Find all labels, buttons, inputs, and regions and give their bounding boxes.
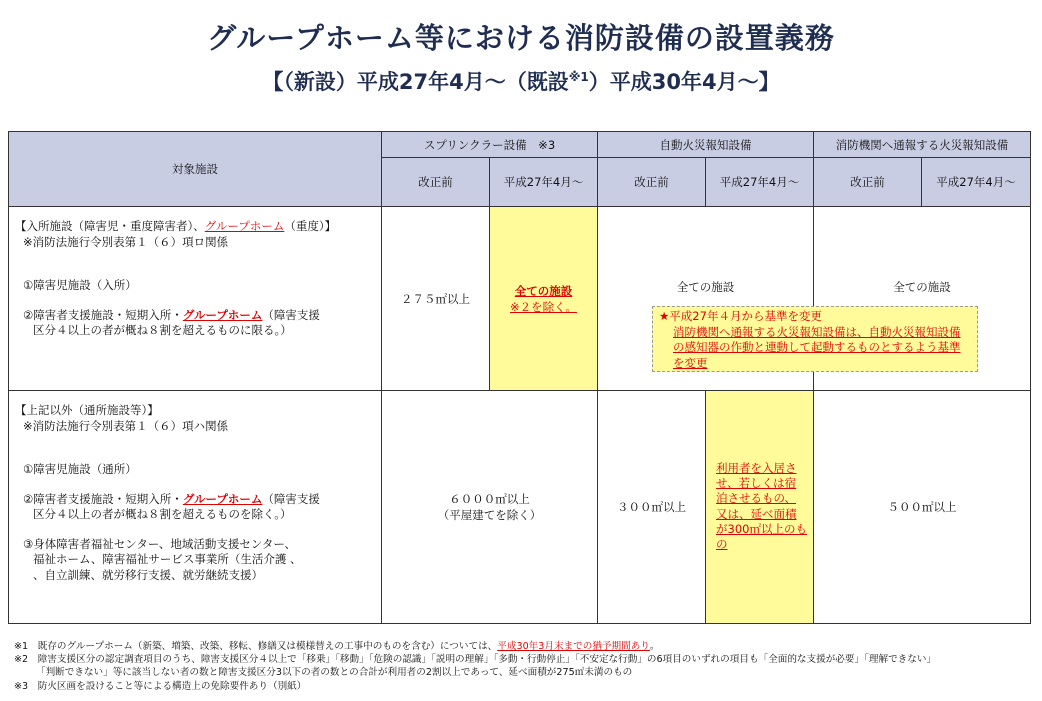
day-item-3-cont-1: 福祉ホーム、障害福祉サービス事業所（生活介護 、 [33,552,302,567]
alarm-before-header: 改正前 [598,158,706,207]
day-sprinkler-area: ６０００㎡以上 [449,492,530,506]
group-home-link: グループホーム [182,491,263,506]
day-alarm-after [706,391,814,624]
sprinkler-header: スプリンクラー設備 ※3 [382,132,598,158]
grace-period-note: 平成30年3月末までの猶予期間あり [497,641,650,652]
residential-facility-cell [9,207,382,391]
footnote-2: ※2 障害支援区分の認定調査項目のうち、障害支援区分４以上で「移乗」「移動」「危険の認識」「説明の理解」「多動・行動停止」「不安定な行動」の6項目のいずれの項目も「全面的な支援が必要」「理解できない」 [14,654,937,666]
footnote-2-cont: 「判断できない」等に該当しない者の数と障害支援区分3以下の者の数との合計が利用者の2割以上であって、延べ面積が275㎡未満のもの [36,667,633,679]
subtitle-note-ref: ※1 [568,70,589,84]
residential-item-1: ①障害児施設（入所） [23,278,137,293]
group-home-link: グループホーム [182,307,263,322]
day-alarm-condition: 利用者を入居させ、若しくは宿泊させるもの、又は、延べ面積が300㎡以上のもの [716,461,807,551]
fire-equipment-table [8,131,1031,624]
notice-heading: ★平成27年４月から基準を変更 [659,309,822,323]
day-item-3-cont-2: 、自立訓練、就労移行支援、就労継続支援） [33,567,263,582]
residential-alarm: 全ての施設 [598,207,814,391]
notice-body: 消防機関へ通報する火災報知設備は、自動火災報知設備の感知器の作動と連動して起動するものとするよう基準を変更 [673,324,961,370]
residential-heading: 【入所施設（障害児・重度障害者）、グループホーム（重度）】 [15,219,337,233]
report-after-header: 平成27年4月～ [922,158,1031,207]
residential-sprinkler-exclusion: ※２を除く。 [510,299,577,314]
day-law-ref: ※消防法施行令別表第１（６）項ハ関係 [23,418,229,433]
day-item-1: ①障害児施設（通所） [23,462,137,477]
footnote-3: ※3 防火区画を設けること等による構造上の免除要件あり（別紙） [14,680,307,692]
day-sprinkler-exception: （平屋建てを除く） [437,508,542,522]
day-item-2-cont: 区分４以上の者が概ね８割を超えるものを除く。） [33,507,292,522]
day-alarm-before: ３００㎡以上 [598,391,706,624]
residential-sprinkler-all: 全ての施設 [514,283,573,298]
fire-report-alarm-header: 消防機関へ通報する火災報知設備 [814,132,1031,158]
report-before-header: 改正前 [814,158,922,207]
rule-change-notice [652,306,978,372]
residential-item-2-cont: 区分４以上の者が概ね８割を超えるものに限る。） [33,323,292,338]
residential-sprinkler-before: ２７５㎡以上 [382,207,490,391]
residential-item-2: ②障害者支援施設・短期入所・グループホーム（障害支援 [23,307,320,322]
day-sprinkler [382,391,598,624]
sprinkler-before-header: 改正前 [382,158,490,207]
day-report: ５００㎡以上 [814,391,1031,624]
residential-sprinkler-after [490,207,598,391]
page-subtitle [0,66,1042,96]
subtitle-main: 【（新設）平成27年4月～（既設 [262,70,569,94]
alarm-after-header: 平成27年4月～ [706,158,814,207]
footnotes [14,640,1034,693]
day-item-3: ③身体障害者福祉センター、地域活動支援センター、 [23,536,296,551]
day-item-2: ②障害者支援施設・短期入所・グループホーム（障害支援 [23,491,320,506]
group-home-link: グループホーム [204,219,285,233]
subtitle-end: ）平成30年4月～】 [588,70,780,94]
page-title: グループホーム等における消防設備の設置義務 [207,21,835,55]
target-facility-header: 対象施設 [9,132,382,207]
day-heading: 【上記以外（通所施設等）】 [15,403,159,417]
residential-report: 全ての施設 [814,207,1031,391]
sprinkler-after-header: 平成27年4月～ [490,158,598,207]
day-facility-cell [9,391,382,624]
auto-fire-alarm-header: 自動火災報知設備 [598,132,814,158]
footnote-1: ※1 既存のグループホーム（新築、増築、改築、移転、修繕又は模様替えの工事中のものを含む）については、平成30年3月末までの猶予期間あり。 [14,641,660,652]
residential-law-ref: ※消防法施行令別表第１（６）項ロ関係 [23,234,229,249]
